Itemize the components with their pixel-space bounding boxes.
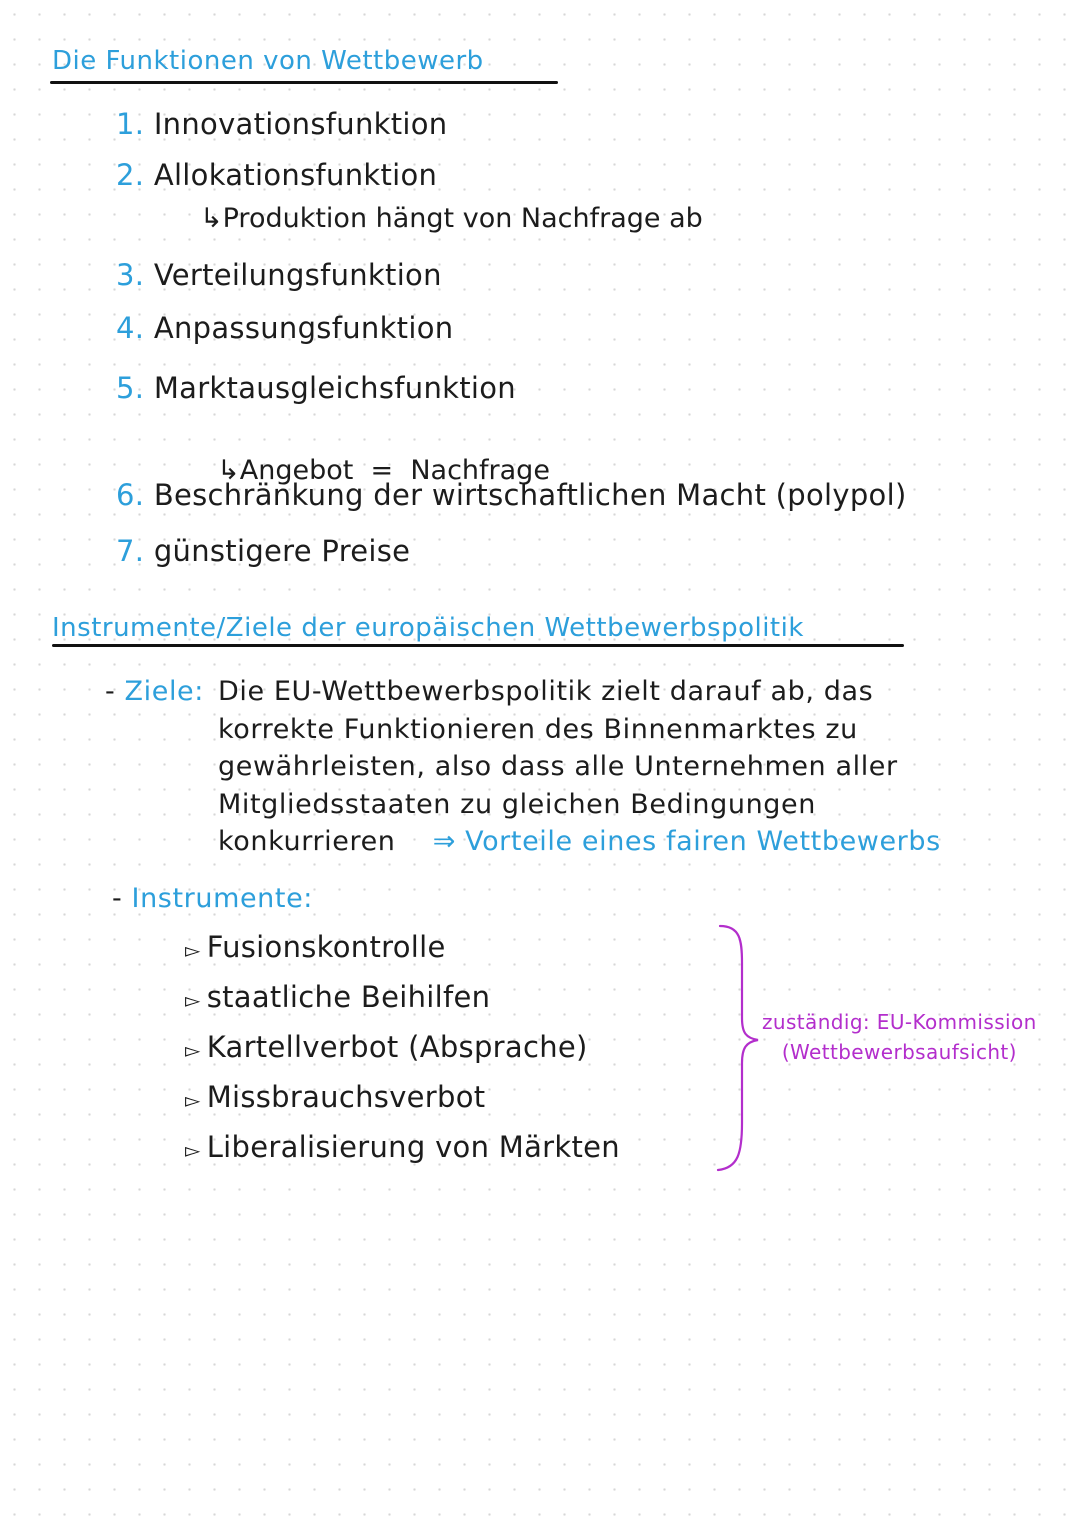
ziele-text bbox=[218, 673, 941, 861]
section-1-heading-underline bbox=[50, 81, 558, 84]
list-item-5-note bbox=[200, 424, 550, 486]
section-2-heading-underline bbox=[52, 644, 904, 647]
sub-arrow-icon: ↳ bbox=[200, 203, 223, 234]
instrument-text: Fusionskontrolle bbox=[206, 930, 446, 964]
list-item-number: 4. bbox=[116, 311, 145, 345]
list-item-text: Marktausgleichsfunktion bbox=[153, 371, 516, 405]
ziele-line: korrekte Funktionieren des Binnenmarktes zu bbox=[218, 713, 858, 745]
list-item-2 bbox=[116, 158, 437, 192]
instrument-item bbox=[185, 930, 446, 964]
instrument-text: Liberalisierung von Märkten bbox=[206, 1130, 620, 1164]
instrument-item bbox=[185, 1130, 620, 1164]
sub-arrow-icon: ↳ bbox=[217, 455, 240, 486]
list-item-text: Innovationsfunktion bbox=[153, 107, 448, 141]
ziele-block bbox=[105, 673, 204, 711]
arrow-bullet-icon: ▻ bbox=[185, 1038, 201, 1062]
ziele-line: gewährleisten, also dass alle Unternehmen aller bbox=[218, 751, 898, 782]
list-item-6 bbox=[116, 478, 907, 512]
instrumente-label: Instrumente: bbox=[131, 883, 313, 914]
curly-brace-icon bbox=[710, 918, 770, 1178]
ziele-label: Ziele: bbox=[124, 676, 204, 707]
list-item-number: 3. bbox=[116, 258, 145, 292]
instrument-item bbox=[185, 1030, 588, 1064]
list-item-7 bbox=[116, 534, 410, 568]
list-item-number: 2. bbox=[116, 158, 145, 192]
ziele-line: Die EU-Wettbewerbspolitik zielt darauf ab, das bbox=[218, 676, 874, 707]
ziele-line: konkurrieren bbox=[218, 826, 396, 857]
list-item-text: Anpassungsfunktion bbox=[153, 311, 454, 345]
instrument-item bbox=[185, 980, 490, 1014]
list-item-1 bbox=[116, 107, 447, 141]
brace-note-line: zuständig: EU-Kommission bbox=[762, 1010, 1037, 1034]
instrumente-heading bbox=[112, 880, 313, 918]
arrow-bullet-icon: ▻ bbox=[185, 1088, 201, 1112]
list-item-text: günstigere Preise bbox=[153, 534, 411, 568]
list-item-number: 5. bbox=[116, 371, 145, 405]
list-item-3 bbox=[116, 258, 442, 292]
list-item-2-note bbox=[200, 203, 703, 234]
arrow-bullet-icon: ▻ bbox=[185, 988, 201, 1012]
note-text: Produktion hängt von Nachfrage ab bbox=[222, 203, 703, 234]
list-item-text: Verteilungsfunktion bbox=[153, 258, 442, 292]
instrument-item bbox=[185, 1080, 485, 1114]
arrow-bullet-icon: ▻ bbox=[185, 1138, 201, 1162]
instrument-text: Kartellverbot (Absprache) bbox=[206, 1030, 588, 1064]
list-item-4 bbox=[116, 311, 453, 345]
instrument-text: staatliche Beihilfen bbox=[206, 980, 491, 1014]
ziele-result: ⇒ Vorteile eines fairen Wettbewerbs bbox=[432, 826, 941, 857]
section-2-heading: Instrumente/Ziele der europäischen Wettbewerbspolitik bbox=[52, 613, 804, 643]
list-item-5 bbox=[116, 371, 516, 405]
arrow-bullet-icon: ▻ bbox=[185, 938, 201, 962]
list-item-number: 6. bbox=[116, 478, 145, 512]
ziele-line: Mitgliedsstaaten zu gleichen Bedingungen bbox=[218, 788, 816, 820]
list-item-text: Allokationsfunktion bbox=[153, 158, 438, 192]
list-item-text: Beschränkung der wirtschaftlichen Macht (polypol) bbox=[153, 478, 907, 512]
section-1-heading: Die Funktionen von Wettbewerb bbox=[52, 46, 484, 76]
instrument-text: Missbrauchsverbot bbox=[206, 1080, 486, 1114]
instrumente-dash: - bbox=[112, 883, 123, 914]
brace-note bbox=[762, 1010, 1037, 1064]
ziele-dash: - bbox=[105, 676, 116, 707]
note-text: Angebot = Nachfrage bbox=[239, 455, 550, 486]
brace-note-line: (Wettbewerbsaufsicht) bbox=[781, 1040, 1017, 1064]
list-item-number: 1. bbox=[116, 107, 145, 141]
list-item-number: 7. bbox=[116, 534, 145, 568]
